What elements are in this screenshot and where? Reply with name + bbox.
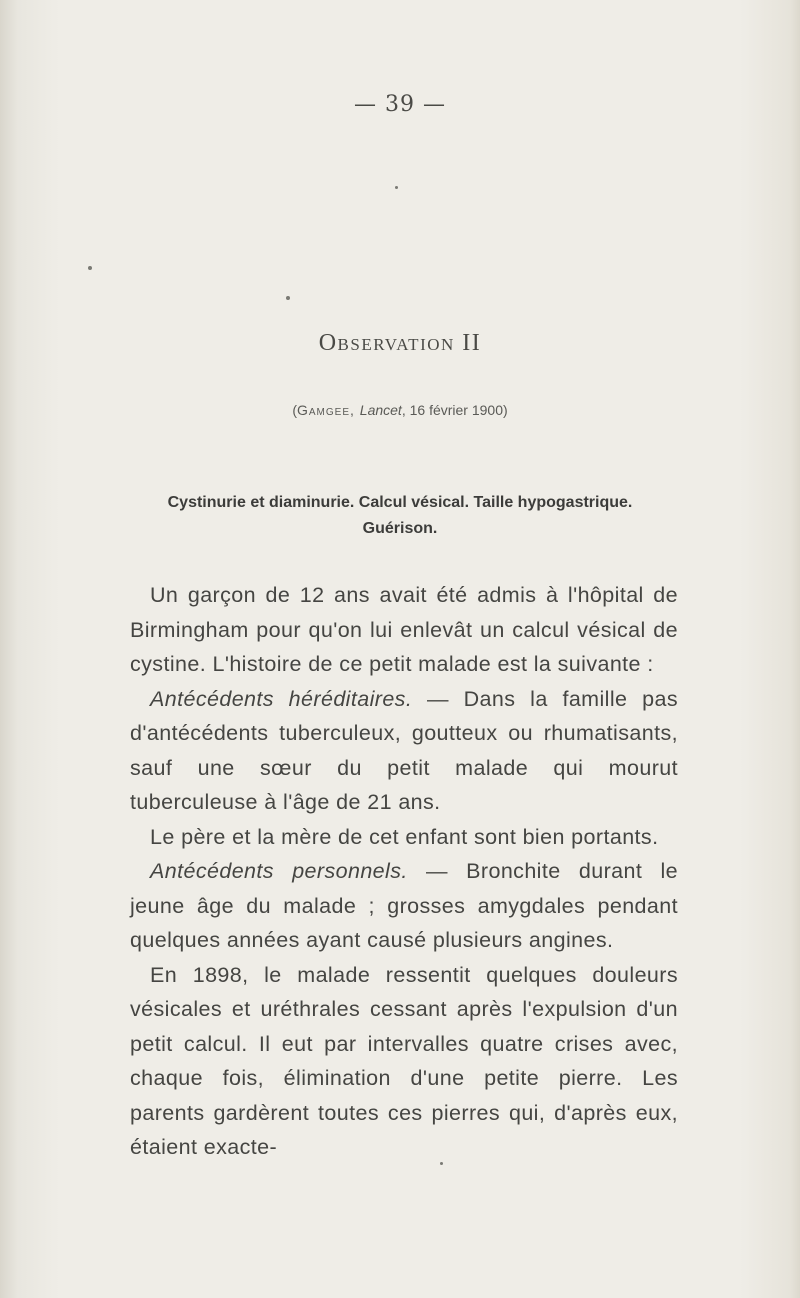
personal-text: — Bronchite durant le jeune âge du malade ; grosses amygdales pendant quelques années ayant causé plusieurs angines. (130, 859, 679, 952)
page-number: — 39 — (354, 92, 446, 117)
paper-speck (395, 186, 398, 189)
citation-journal: Lancet (359, 402, 402, 418)
case-summary (130, 490, 670, 542)
summary-line-1: Cystinurie et diaminurie. Calcul vésical. Taille hypogastrique. (167, 494, 633, 511)
citation-open: ( (292, 402, 297, 418)
personal-heading: Antécédents personnels. (150, 859, 408, 883)
paper-speck (440, 1162, 443, 1165)
paper-speck (286, 296, 290, 300)
paragraph-personal (130, 854, 678, 958)
citation-author: Gamgee, (296, 402, 360, 418)
summary-line-2: Guérison. (362, 520, 438, 537)
paragraph-parents: Le père et la mère de cet enfant sont bien portants. (150, 824, 659, 849)
citation (0, 402, 800, 418)
paragraph-hereditary (130, 682, 678, 820)
citation-close: ) (503, 402, 508, 418)
paragraph-history: En 1898, le malade ressentit quelques douleurs vésicales et uréthrales cessant après l'expulsion d'un petit calcul. Il eut par intervalles quatre crises avec, chaque fois, élimination d'une petite pierre. Les parents gardèrent toutes ces pierres qui, d'après eux, étaient exacte- (130, 962, 678, 1159)
citation-date: , 16 février 1900 (401, 402, 503, 418)
hereditary-heading: Antécédents héréditaires. (150, 686, 413, 711)
paragraph-intro: Un garçon de 12 ans avait été admis à l'hôpital de Birmingham pour qu'on lui enlevât un calcul vésical de cystine. L'histoire de ce petit malade est la suivante : (130, 583, 678, 676)
body-text (130, 578, 678, 1165)
observation-title: Observation II (318, 330, 482, 356)
paper-speck (88, 266, 92, 270)
hereditary-text: — Dans la famille pas d'antécédents tuberculeux, goutteux ou rhumatisants, sauf une sœur du petit malade qui mourut tuberculeuse à l'âge de 21 ans. (130, 686, 678, 814)
